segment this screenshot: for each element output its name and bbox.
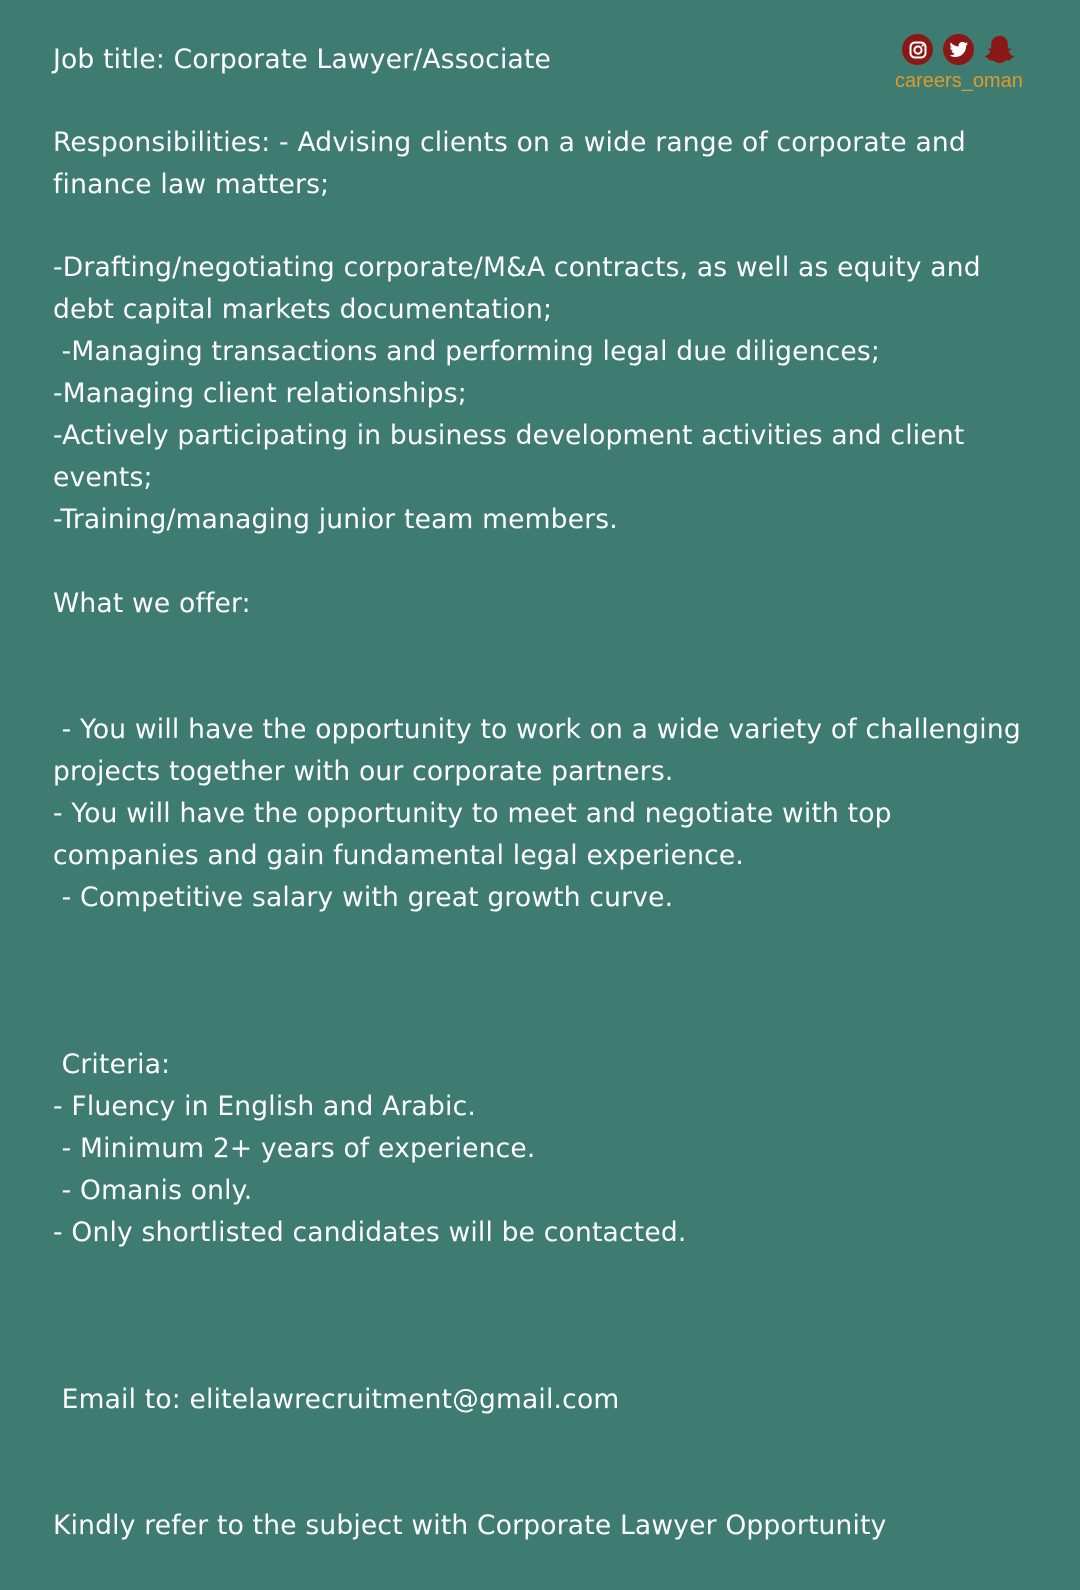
brand-block [895, 34, 1030, 98]
email-line: Email to: elitelawrecruitment@gmail.com [53, 1384, 620, 1415]
responsibilities-line-7: -Actively participating in business development activities and client [53, 420, 965, 451]
criteria-heading: Criteria: [53, 1049, 171, 1080]
criteria-line-2: - Minimum 2+ years of experience. [53, 1133, 536, 1164]
offer-line-1: - You will have the opportunity to work on a wide variety of challenging [53, 714, 1021, 745]
offer-line-2: projects together with our corporate partners. [53, 756, 674, 787]
responsibilities-line-3: -Drafting/negotiating corporate/M&A contracts, as well as equity and [53, 252, 981, 283]
responsibilities-line-1: Responsibilities: - Advising clients on a wide range of corporate and [53, 127, 966, 158]
instagram-icon[interactable] [902, 34, 933, 65]
instagram-handle: careers_oman [895, 70, 1023, 92]
offer-line-3: - You will have the opportunity to meet and negotiate with top [53, 798, 892, 829]
responsibilities-line-4: debt capital markets documentation; [53, 294, 553, 325]
responsibilities-line-5: -Managing transactions and performing legal due diligences; [53, 336, 881, 367]
criteria-line-3: - Omanis only. [53, 1175, 253, 1206]
responsibilities-line-9: -Training/managing junior team members. [53, 504, 618, 535]
offer-line-4: companies and gain fundamental legal experience. [53, 840, 744, 871]
criteria-line-1: - Fluency in English and Arabic. [53, 1091, 476, 1122]
responsibilities-line-6: -Managing client relationships; [53, 378, 467, 409]
social-icons [902, 34, 1015, 65]
criteria-line-4: - Only shortlisted candidates will be contacted. [53, 1217, 687, 1248]
snapchat-icon[interactable] [984, 34, 1015, 65]
responsibilities-line-8: events; [53, 462, 153, 493]
job-title: Job title: Corporate Lawyer/Associate [53, 44, 552, 75]
subject-note: Kindly refer to the subject with Corporate Lawyer Opportunity [53, 1510, 887, 1541]
offer-line-5: - Competitive salary with great growth curve. [53, 882, 674, 913]
responsibilities-line-2: finance law matters; [53, 169, 330, 200]
twitter-icon[interactable] [943, 34, 974, 65]
offer-heading: What we offer: [53, 588, 251, 619]
